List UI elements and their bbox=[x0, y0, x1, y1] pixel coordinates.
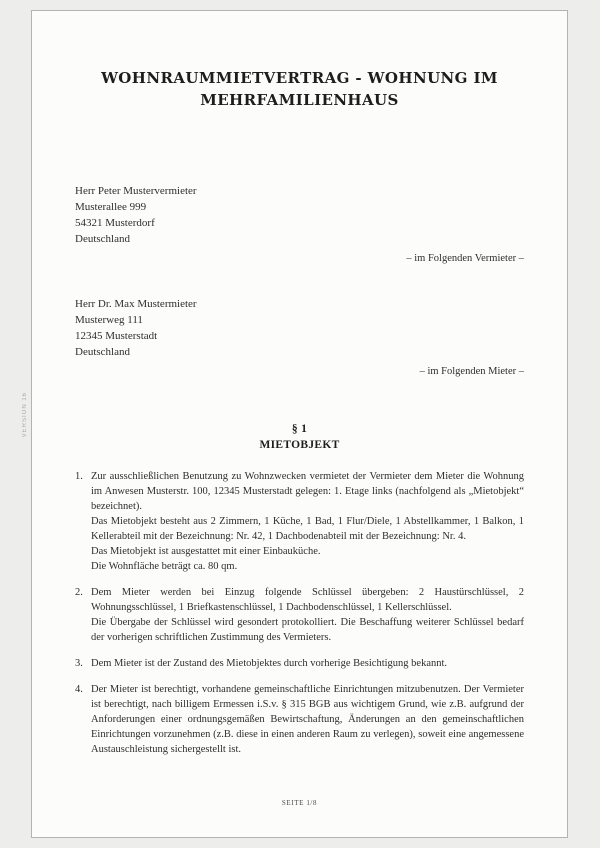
clause-1-paragraph: Das Mietobjekt ist ausgestattet mit einer Einbauküche. bbox=[91, 546, 321, 557]
page-content bbox=[32, 11, 567, 757]
landlord-country: Deutschland bbox=[75, 233, 130, 245]
landlord-city: 54321 Musterdorf bbox=[75, 217, 155, 229]
clause-1-paragraph: Zur ausschließlichen Benutzung zu Wohnzwecken vermietet der Vermieter dem Mieter die Wohnung im Anwesen Musterstr. 100, 12345 Musterstadt gelegen: 1. Etage links (nachfolgend als „Mietobjekt“ bezeichnet). bbox=[91, 471, 524, 512]
tenant-designation: – im Folgenden Mieter – bbox=[419, 366, 524, 377]
section-title: MIETOBJEKT bbox=[259, 439, 340, 451]
clause-3-text bbox=[91, 656, 524, 671]
page-number-footer: SEITE 1/8 bbox=[281, 799, 318, 807]
clause-4-paragraph: Der Mieter ist berechtigt, vorhandene gemeinschaftliche Einrichtungen mitzubenutzen. Der Vermieter ist berechtigt, nach billigem Ermessen i.S.v. § 315 BGB aus wichtigem Grund, wie z.B. aufgrund der Anforderungen einer ordnungsgemäßen Bewirtschaftung, Änderungen an den gemeinschaftlichen Einrichtungen vorzunehmen (z.B. diese in einen anderen Raum zu verlegen), soweit eine angemessene Austauschleistung sichergestellt ist. bbox=[91, 684, 524, 755]
clause-4-text bbox=[91, 682, 524, 757]
contract-page bbox=[31, 10, 568, 838]
clause-3 bbox=[75, 656, 524, 671]
tenant-name: Herr Dr. Max Mustermieter bbox=[75, 298, 197, 310]
section-number: § 1 bbox=[291, 423, 308, 435]
tenant-city: 12345 Musterstadt bbox=[75, 330, 158, 342]
clause-1-number: 1. bbox=[75, 471, 83, 482]
clause-3-paragraph: Dem Mieter ist der Zustand des Mietobjektes durch vorherige Besichtigung bekannt. bbox=[91, 658, 448, 669]
tenant-street: Musterweg 111 bbox=[75, 314, 143, 326]
clause-4 bbox=[75, 682, 524, 757]
clause-list bbox=[75, 469, 524, 757]
clause-1 bbox=[75, 469, 524, 574]
side-version-label: VERSION 16 bbox=[22, 392, 28, 438]
document-title-line1: WOHNRAUMMIETVERTRAG - WOHNUNG IM bbox=[101, 69, 498, 87]
clause-2 bbox=[75, 585, 524, 645]
clause-4-number: 4. bbox=[75, 684, 83, 695]
landlord-designation: – im Folgenden Vermieter – bbox=[406, 253, 524, 264]
landlord-address-block bbox=[75, 183, 524, 247]
clause-2-number: 2. bbox=[75, 587, 83, 598]
tenant-address-block bbox=[75, 296, 524, 360]
clause-2-paragraph: Dem Mieter werden bei Einzug folgende Schlüssel übergeben: 2 Haustürschlüssel, 2 Wohnungsschlüssel, 1 Briefkastenschlüssel, 1 Dachbodenschlüssel, 1 Kellerschlüssel. bbox=[91, 587, 524, 613]
clause-2-text bbox=[91, 585, 524, 645]
clause-1-paragraph: Das Mietobjekt besteht aus 2 Zimmern, 1 Küche, 1 Bad, 1 Flur/Diele, 1 Abstellkammer, 1 Balkon, 1 Kellerabteil mit der Bezeichnung: Nr. 42, 1 Dachbodenabteil mit der Bezeichnung: Nr. 4. bbox=[91, 516, 524, 542]
document-title-line2: MEHRFAMILIENHAUS bbox=[200, 91, 399, 109]
landlord-name: Herr Peter Mustervermieter bbox=[75, 185, 197, 197]
tenant-country: Deutschland bbox=[75, 346, 130, 358]
clause-1-paragraph: Die Wohnfläche beträgt ca. 80 qm. bbox=[91, 561, 238, 572]
clause-3-number: 3. bbox=[75, 658, 83, 669]
landlord-street: Musterallee 999 bbox=[75, 201, 147, 213]
clause-1-text bbox=[91, 469, 524, 574]
document-title bbox=[75, 67, 524, 111]
clause-2-paragraph: Die Übergabe der Schlüssel wird gesondert protokolliert. Die Beschaffung weiterer Schlüssel bedarf der vorherigen schriftlichen Zustimmung des Vermieters. bbox=[91, 617, 524, 643]
section-heading bbox=[75, 421, 524, 453]
